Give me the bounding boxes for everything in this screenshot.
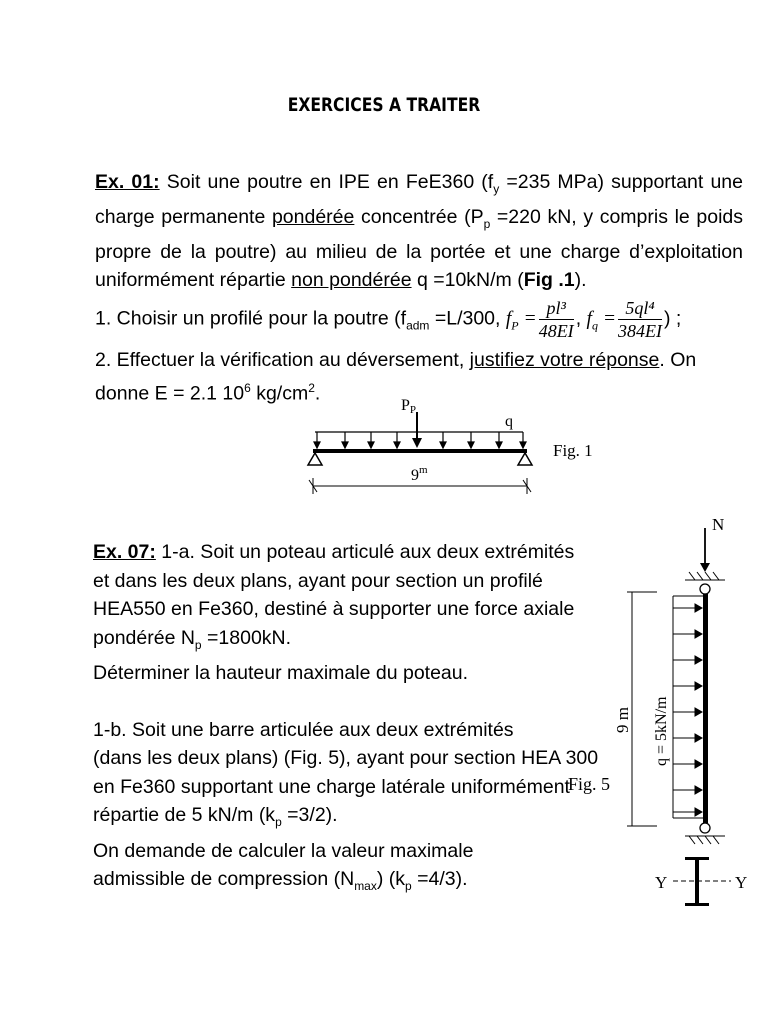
span-label: 9$^m$ bbox=[411, 464, 428, 484]
exercise-07-label: Ex. 07: bbox=[93, 541, 156, 563]
q1-sub: adm bbox=[406, 318, 430, 333]
q1-text: 1. Choisir un profilé pour la poutre (f bbox=[95, 307, 407, 330]
ex7-line: répartie de 5 kN/m (k bbox=[93, 804, 276, 827]
figure-1-caption: Fig. 1 bbox=[553, 441, 593, 460]
lateral-load-arrows bbox=[673, 604, 702, 816]
page-title: EXERCICES A TRAITER bbox=[287, 94, 481, 116]
ex7-line: 1-a. Soit un poteau articulé aux deux extrémités bbox=[155, 541, 575, 563]
ex7-line: (dans les deux plans) (Fig. 5), ayant pour section HEA 300 bbox=[93, 747, 599, 770]
fq-eq: = bbox=[597, 308, 616, 330]
fq-numerator: 5ql⁴ bbox=[618, 297, 662, 320]
q2-text: kg/cm bbox=[250, 382, 309, 405]
lateral-load-diagram bbox=[673, 596, 703, 818]
exercise-01-label: Ex. 01: bbox=[95, 171, 160, 193]
point-load-label: PP bbox=[401, 397, 417, 416]
fq-sep: , bbox=[575, 307, 582, 330]
ex7-line: ) (k bbox=[376, 868, 406, 891]
ex7-line: en Fe360 supportant une charge latérale uniformément bbox=[93, 775, 570, 798]
ex1-ponderee: pondérée bbox=[271, 205, 355, 228]
ex1-text: =220 kN, y compris le poids propre de la poutre) au milieu de la portée et une charge d’exploitation uniformément répartie bbox=[95, 205, 744, 291]
exercise-01-question-1 bbox=[95, 297, 755, 342]
ex7-sub: p bbox=[405, 879, 412, 894]
right-support bbox=[518, 453, 532, 465]
ex1-text: Soit une poutre en IPE en FeE360 (f bbox=[159, 171, 494, 193]
q2-underlined: justifiez votre réponse bbox=[469, 349, 660, 371]
ex1-fig-ref: Fig .1 bbox=[523, 268, 575, 291]
axis-label-right: Y bbox=[735, 873, 748, 892]
ex1-text: concentrée (P bbox=[354, 205, 484, 228]
bottom-support bbox=[685, 823, 725, 844]
fp-denominator: 48EI bbox=[538, 321, 574, 341]
axial-force-label: N bbox=[712, 515, 725, 534]
fp-fraction bbox=[539, 297, 574, 342]
fq-sub: q bbox=[591, 318, 598, 333]
ex7-line: 1-b. Soit une barre articulée aux deux extrémités bbox=[93, 718, 514, 741]
q1-text: =L/300, bbox=[429, 307, 501, 330]
lateral-load-label: q = 5kN/m bbox=[653, 696, 670, 766]
height-label: 9 m bbox=[613, 707, 632, 733]
fp-label: f bbox=[505, 308, 512, 330]
top-support bbox=[685, 572, 725, 594]
exercise-07-statement bbox=[93, 538, 633, 901]
ex1-text: q =10kN/m ( bbox=[411, 268, 524, 291]
ex7-sub: p bbox=[194, 637, 202, 652]
ex7-line: Déterminer la hauteur maximale du poteau. bbox=[93, 661, 469, 684]
ex7-line: =3/2). bbox=[281, 804, 338, 827]
ex1-text: ). bbox=[574, 268, 587, 291]
ex1-fy-sub: y bbox=[493, 181, 500, 196]
ex7-line: pondérée N bbox=[93, 626, 195, 649]
ex7-line: =1800kN. bbox=[201, 626, 292, 649]
q1-end: ) ; bbox=[664, 307, 682, 330]
left-support bbox=[308, 453, 322, 465]
q2-text: 2. Effectuer la vérification au déversement, bbox=[95, 349, 470, 371]
fq-denominator: 384EI bbox=[618, 321, 662, 341]
ex7-line: et dans les deux plans, ayant pour section un profilé bbox=[93, 569, 543, 592]
q2-text: . On donne E = 2.1 10 bbox=[95, 349, 697, 405]
ex1-text: =235 MPa) supportant une charge permanente bbox=[95, 171, 743, 228]
ex7-sub: max bbox=[354, 879, 377, 894]
ex1-pp-sub: p bbox=[483, 216, 491, 231]
distributed-load-label: q bbox=[505, 413, 513, 430]
fp-numerator: pl³ bbox=[539, 297, 574, 320]
fp-eq: = bbox=[518, 308, 537, 330]
point-load-arrow bbox=[412, 412, 422, 448]
ex7-line: admissible de compression (N bbox=[93, 868, 355, 891]
beam bbox=[313, 449, 527, 453]
axis-label-left: Y bbox=[655, 873, 668, 892]
exercise-01-statement bbox=[95, 168, 743, 294]
q2-sup2: 2 bbox=[308, 381, 315, 395]
figure-1-beam-diagram bbox=[295, 390, 615, 500]
fp-sub: P bbox=[511, 318, 519, 333]
figure-5-column-diagram bbox=[565, 508, 760, 908]
ex7-sub: p bbox=[275, 815, 282, 830]
fq-fraction bbox=[618, 297, 662, 342]
q2-text: . bbox=[314, 382, 321, 405]
fq-label: f bbox=[586, 308, 592, 330]
q2-sup: 6 bbox=[244, 381, 251, 395]
column bbox=[703, 594, 708, 823]
ex7-line: =4/3). bbox=[411, 868, 468, 891]
ex7-line: HEA550 en Fe360, destiné à supporter une force axiale bbox=[93, 598, 575, 620]
ex1-non-ponderee: non pondérée bbox=[291, 268, 412, 291]
i-section-icon bbox=[673, 857, 731, 906]
ex7-line: On demande de calculer la valeur maximale bbox=[93, 839, 474, 862]
figure-5-caption: Fig. 5 bbox=[568, 774, 611, 794]
